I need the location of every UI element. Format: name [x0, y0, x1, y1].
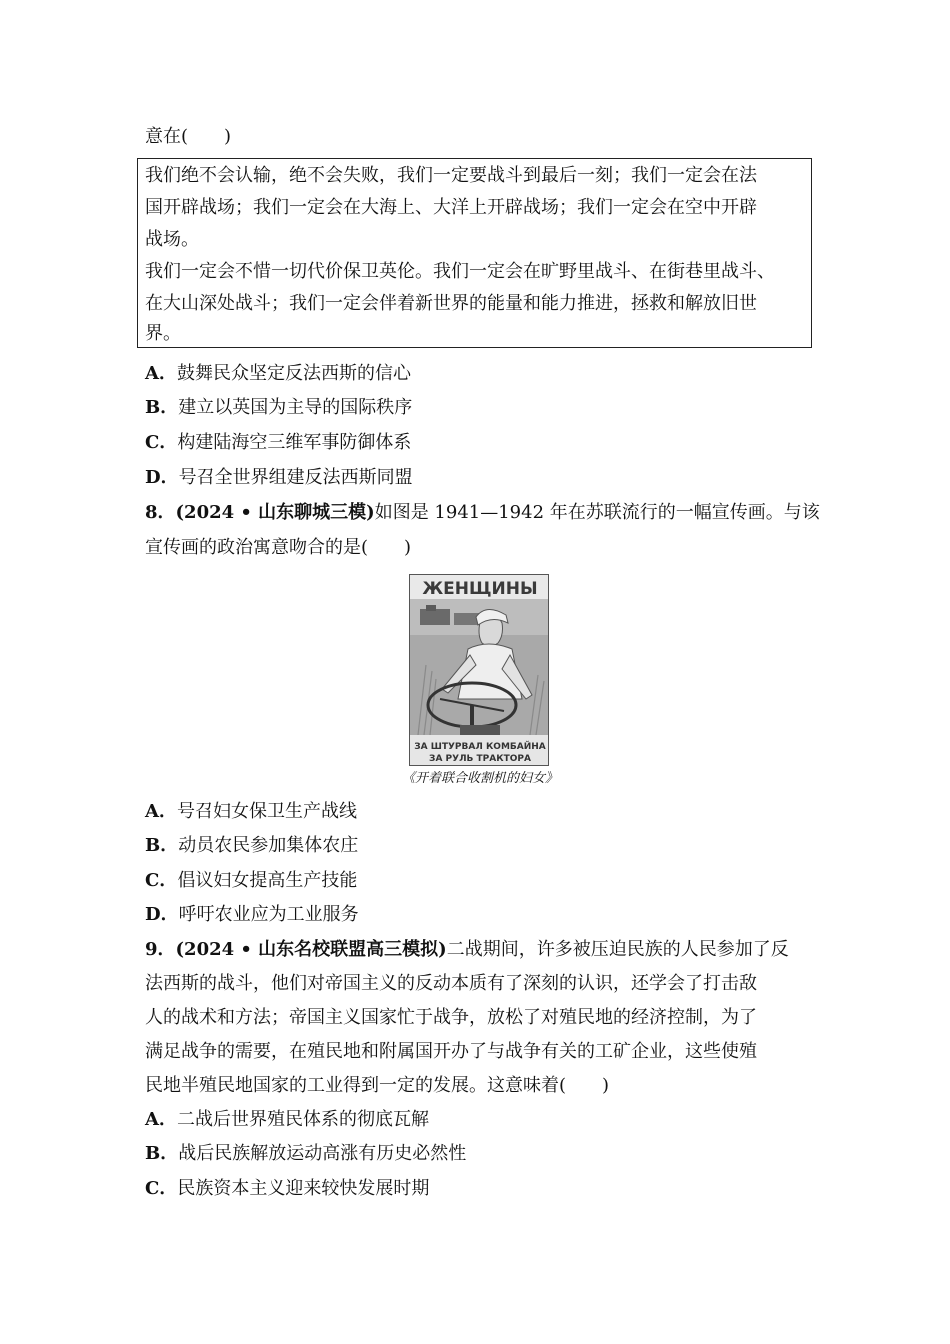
q8-option-c: [145, 864, 815, 898]
q7-quote-line-3: 战场。: [145, 229, 199, 250]
q9-option-b-text: 战后民族解放运动高涨有历史必然性: [178, 1143, 467, 1164]
q9-stem-text-1: 二战期间，许多被压迫民族的人民参加了反: [446, 939, 789, 960]
q8-option-b: [145, 829, 815, 863]
q8-stem-line-1: [145, 496, 820, 530]
poster-bottom-line-2: ЗА РУЛЬ ТРАКТОРА: [429, 754, 531, 764]
q7-option-d-letter: D．: [145, 467, 179, 488]
q7-option-b: [145, 391, 815, 425]
q7-quote-line-1: 我们绝不会认输，绝不会失败，我们一定要战斗到最后一刻；我们一定会在法: [145, 165, 757, 186]
q7-option-a-text: 鼓舞民众坚定反法西斯的信心: [176, 363, 411, 384]
q7-option-c-text: 构建陆海空三维军事防御体系: [177, 432, 412, 453]
q8-option-c-letter: C．: [145, 870, 178, 891]
q8-option-b-letter: B．: [145, 835, 179, 856]
q7-option-d: [145, 461, 815, 495]
poster-illustration: [410, 575, 549, 766]
q9-option-b-letter: B．: [145, 1143, 179, 1164]
q8-number: 8．: [145, 502, 176, 523]
q8-option-b-text: 动员农民参加集体农庄: [178, 835, 359, 856]
poster-title-text: ЖЕНЩИНЫ: [422, 579, 538, 599]
q9-stem-line-1: [145, 933, 815, 967]
q9-stem-line-4: 满足战争的需要，在殖民地和附属国开办了与战争有关的工矿企业，这些使殖: [145, 1041, 757, 1062]
q7-quote-line-4: 我们一定会不惜一切代价保卫英伦。我们一定会在旷野里战斗、在街巷里战斗、: [145, 261, 775, 282]
q9-source: (2024 • 山东名校联盟高三模拟): [175, 939, 447, 960]
q8-option-d-text: 呼吁农业应为工业服务: [178, 904, 359, 925]
q9-stem-line-5: 民地半殖民地国家的工业得到一定的发展。这意味着( ): [145, 1075, 610, 1096]
q8-option-a-letter: A．: [145, 801, 177, 822]
q7-option-c-letter: C．: [145, 432, 178, 453]
q7-option-a: [145, 357, 815, 391]
q8-option-a-text: 号召妇女保卫生产战线: [176, 801, 357, 822]
q9-option-a: [145, 1103, 815, 1137]
q7-quote-line-5: 在大山深处战斗；我们一定会伴着新世界的能量和能力推进，拯救和解放旧世: [145, 293, 757, 314]
q9-option-c-text: 民族资本主义迎来较快发展时期: [177, 1178, 430, 1199]
q7-option-c: [145, 426, 815, 460]
q9-number: 9．: [145, 939, 176, 960]
q9-option-c: [145, 1172, 815, 1206]
q9-option-a-letter: A．: [145, 1109, 177, 1130]
q9-option-a-text: 二战后世界殖民体系的彻底瓦解: [176, 1109, 429, 1130]
q9-stem-line-2: 法西斯的战斗，他们对帝国主义的反动本质有了深刻的认识，还学会了打击敌: [145, 973, 757, 994]
q8-option-a: [145, 795, 815, 829]
propaganda-poster-image: [409, 574, 549, 766]
q8-option-d: [145, 898, 815, 932]
q7-quote-box: [137, 158, 812, 348]
q8-option-d-letter: D．: [145, 904, 179, 925]
q8-option-c-text: 倡议妇女提高生产技能: [177, 870, 358, 891]
q9-option-b: [145, 1137, 815, 1171]
q8-stem-line-2: 宣传画的政治寓意吻合的是( ): [145, 537, 412, 558]
q9-option-c-letter: C．: [145, 1178, 178, 1199]
q8-source: (2024 • 山东聊城三模): [175, 502, 375, 523]
q7-option-a-letter: A．: [145, 363, 177, 384]
q7-quote-line-6: 界。: [145, 323, 181, 344]
q7-stem-tail: 意在( ): [145, 126, 232, 147]
poster-bottom-line-1: ЗА ШТУРВАЛ КОМБАЙНА: [414, 742, 546, 752]
q7-option-b-letter: B．: [145, 397, 179, 418]
q9-stem-line-3: 人的战术和方法；帝国主义国家忙于战争，放松了对殖民地的经济控制，为了: [145, 1007, 757, 1028]
poster-caption: 《开着联合收割机的妇女》: [401, 771, 558, 786]
q7-option-d-text: 号召全世界组建反法西斯同盟: [178, 467, 413, 488]
q7-quote-line-2: 国开辟战场；我们一定会在大海上、大洋上开辟战场；我们一定会在空中开辟: [145, 197, 757, 218]
q8-stem-text-1: 如图是 1941—1942 年在苏联流行的一幅宣传画。与该: [374, 502, 820, 523]
q7-option-b-text: 建立以英国为主导的国际秩序: [178, 397, 413, 418]
